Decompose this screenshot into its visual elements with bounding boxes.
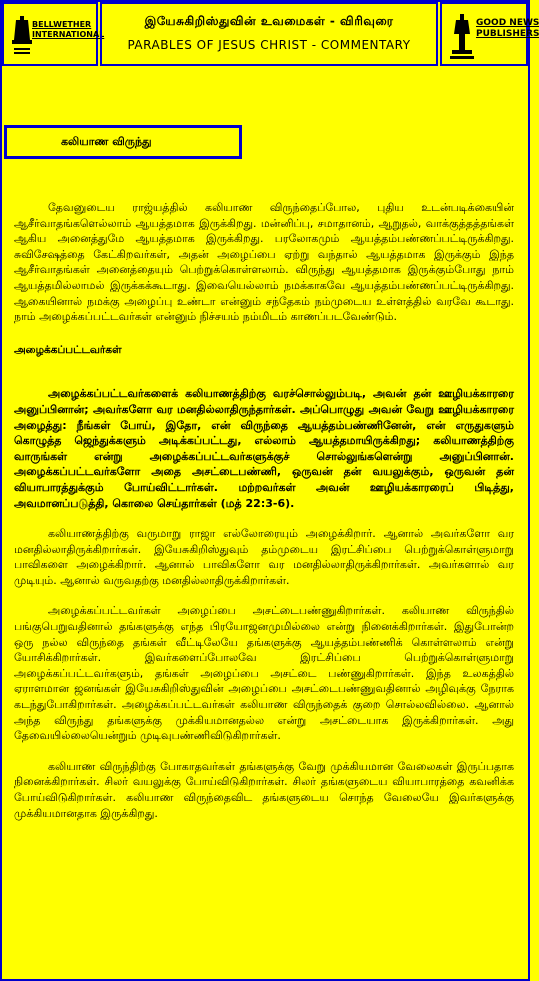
paragraph-4: அழைக்கப்பட்டவர்கள் அழைப்பை அசட்டைபண்ணுகிறார்கள். கலியாண விருந்தில் பங்குபெறுவதினால் தங்களுக்கு எந்த பிரயோஜனமுமில்லை என்று நினைக்கிறார்கள். இதுபோன்ற ஒரு நல்ல விருந்தை தங்கள் வீட்டிலேயே தங்களுக்கு ஆயத்தம்பண்ணிக் கொள்ளலாம் என்று யோசிக்கிறார்கள். இவர்களைப்போலவே இரட்சிப்பை பெற்றுக்கொள்ளுமாறு அழைக்கப்பட்டவர்களும், தங்கள் அழைப்பை அசட்டை பண்ணுகிறார்கள். இந்த உலகத்தில் ஏராளமான ஜனங்கள் இயேசுகிறிஸ்துவின் அழைப்பை அசட்டைபண்ணுவதினால் அழிவுக்கு நேராக கடந்துபோகிறார்கள். அழைக்கப்பட்டவர்கள் கலியாண விருந்தைக் குறை சொல்லவில்லை. ஆனால் அந்த விருந்து தங்களுக்கு முக்கியமானதல்ல என்று அசட்டையாக இருக்கிறார்கள். அது தேவையில்லையென்றும் முடிவுபண்ணிவிடுகிறார்கள்.	[14, 604, 514, 743]
lamp-icon	[450, 14, 474, 60]
right-logo-text: GOOD NEWS PUBLISHERS	[476, 18, 539, 39]
bell-icon	[12, 14, 32, 58]
good-news-logo	[450, 14, 539, 58]
section-title: கலியாண விருந்து	[4, 125, 242, 159]
paragraph-5: கலியாண விருந்திற்கு போகாதவர்கள் தங்களுக்கு வேறு முக்கியமான வேலைகள் இருப்பதாக நினைக்கிறார்கள். சிலர் வயலுக்கு போய்விடுகிறார்கள். சிலர் தங்களுடைய வியாபாரத்தை கவனிக்க போய்விடுகிறார்கள். கலியாண விருந்தைவிட தங்களுடைய சொந்த வேலையே இவர்களுக்கு முக்கியமானதாக இருக்கிறது.	[14, 759, 514, 820]
title-english: PARABLES OF JESUS CHRIST - COMMENTARY	[127, 38, 411, 52]
paragraph-3: கலியாணத்திற்கு வருமாறு ராஜா எல்லோரையும் அழைக்கிறார். ஆனால் அவர்களோ வர மனதில்லாதிருக்கிறார்கள். இயேசுகிறிஸ்துவும் தம்முடைய இரட்சிப்பை பெற்றுக்கொள்ளுமாறு பாவிகளை அழைக்கிறார். ஆனால் பாவிகளோ வர மனதில்லாதிருக்கிறார்கள். அவர்களால் வர முடியும். ஆனால் வருவதற்கு மனதில்லாதிருக்கிறார்கள்.	[14, 527, 514, 587]
left-logo-text: BELLWETHER INTERNATIONAL	[32, 20, 105, 39]
paragraph-1: தேவனுடைய ராஜ்யத்தில் கலியாண விருந்தைப்போல, புதிய உடன்படிக்கையின் ஆசீர்வாதங்களெல்லாம் ஆயத்தமாக இருக்கிறது. மன்னிப்பு, சமாதானம், ஆறுதல், வாக்குத்தத்தங்கள் ஆகிய அனைத்துமே ஆயத்தமாக இருக்கிறது. பரலோகமும் ஆயத்தம்பண்ணப்பட்டிருக்கிறது. சுவிசேஷத்தை கேட்கிறவர்கள், அதன் அழைப்பை ஏற்று வந்தால் ஆயத்தமாக இருக்கும் இந்த ஆசீர்வாதங்கள் அனைத்தையும் பெற்றுக்கொள்ளலாம். விருந்து ஆயத்தமாக இருக்கும்போது நாம் ஆயத்தமில்லாமல் இருக்கக்கூடாது. இவையெல்லாம் நமக்காகவே ஆயத்தம்பண்ணப்பட்டிருக்கிறது. ஆகையினால் நமக்கு அழைப்பு உண்டா என்னும் சந்தேகம் நம்முடைய உள்ளத்தில் வரவே கூடாது. நாம் அழைக்கப்பட்டவர்கள் என்னும் நிச்சயம் நம்மிடம் காணப்படவேண்டும்.	[14, 201, 514, 324]
article-body	[14, 200, 514, 836]
right-logo-box	[440, 2, 539, 66]
scripture-quote: அழைக்கப்பட்டவர்களைக் கலியாணத்திற்கு வரச்சொல்லும்படி, அவன் தன் ஊழியக்காரரை அனுப்பினான்; அவர்களோ வர மனதில்லாதிருந்தார்கள். அப்பொழுது அவன் வேறு ஊழியக்காரரை அழைத்து: நீங்கள் போய், இதோ, என் விருந்தை ஆயத்தம்பண்ணினேன், என் எருதுகளும் கொழுத்த ஜெந்துக்களும் அடிக்கப்பட்டது, எல்லாம் ஆயத்தமாயிருக்கிறது; கலியாணத்திற்கு வாருங்கள் என்று அழைக்கப்பட்டவர்களுக்குச் சொல்லுங்களென்று அனுப்பினான். அழைக்கப்பட்டவர்களோ அதை அசட்டைபண்ணி, ஒருவன் தன் வயலுக்கும், ஒருவன் தன் வியாபாரத்துக்கும் போய்விட்டார்கள். மற்றவர்கள் அவன் ஊழியக்காரரைப் பிடித்து, அவமானப்படுத்தி, கொலை செய்தார்கள் (மத் 22:3-6).	[14, 387, 514, 510]
left-logo-box	[2, 2, 105, 66]
header	[0, 0, 539, 70]
subheading: அழைக்கப்பட்டவர்கள்	[14, 343, 122, 356]
title-box	[100, 2, 438, 66]
title-tamil: இயேசுகிறிஸ்துவின் உவமைகள் - விரிவுரை	[144, 14, 394, 28]
bellwether-logo	[12, 14, 105, 58]
